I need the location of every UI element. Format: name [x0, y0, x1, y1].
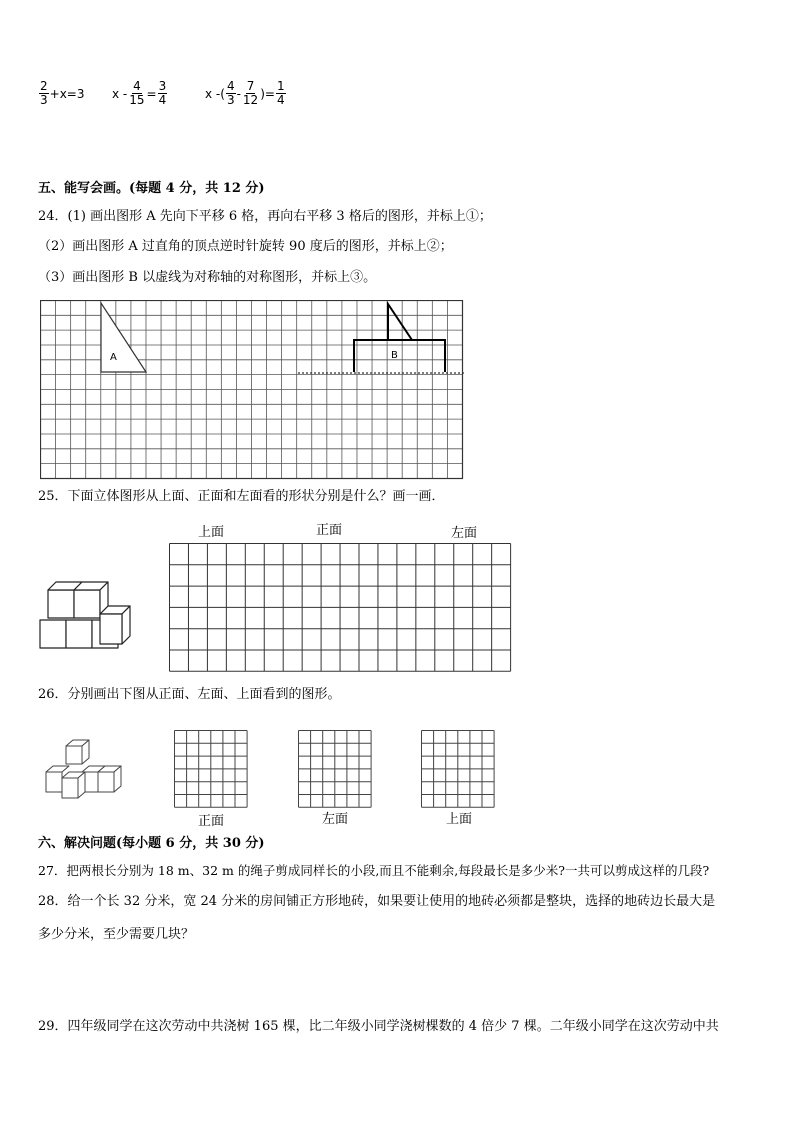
q25-cube-figure: [38, 578, 138, 652]
shape-b-flag: [388, 304, 412, 340]
grid-lines: [170, 544, 511, 672]
cube-face: [40, 620, 66, 648]
question-24-1: 24．(1) 画出图形 A 先向下平移 6 格，再向右平移 3 格后的图形，并标上①；: [38, 209, 492, 224]
q26-label-front: 正面: [198, 814, 225, 829]
question-27: 27．把两根长分别为 18 m、32 m 的绳子剪成同样长的小段,而且不能剩余,每段最长是多少米?一共可以剪成这样的几段?: [38, 863, 710, 878]
cube-face: [46, 772, 62, 792]
q26-label-top: 上面: [446, 812, 473, 827]
q26-grid-left[interactable]: [298, 730, 372, 808]
cube-face: [48, 590, 74, 618]
cube-face: [66, 620, 92, 648]
q25-label-front: 正面: [316, 523, 343, 538]
cube-face: [74, 590, 100, 618]
section-5-title: 五、能写会画。(每题 4 分，共 12 分): [38, 181, 265, 196]
question-24-2: （2）画出图形 A 过直角的顶点逆时针旋转 90 度后的图形，并标上②；: [38, 239, 453, 254]
cube-face: [66, 746, 82, 764]
question-25: 25．下面立体图形从上面、正面和左面看的形状分别是什么？画一画．: [38, 489, 445, 504]
grid-lines: [299, 731, 372, 808]
fraction: $\frac{4}{3}$: [226, 79, 235, 107]
fraction: $\frac{7}{12}$: [242, 79, 259, 107]
cube-face: [98, 772, 114, 792]
equation-2: x - $\frac{4}{15}$ = $\frac{3}{4}$: [112, 79, 167, 107]
q25-label-top: 上面: [198, 525, 225, 540]
equation-3: x -( $\frac{4}{3}$ - $\frac{7}{12}$ )= $\frac{1}{4}$: [205, 79, 285, 107]
cube-face: [62, 778, 78, 798]
section-6-title: 六、解决问题(每小题 6 分，共 30 分): [38, 836, 265, 851]
shape-a: [101, 303, 146, 372]
q26-label-left: 左面: [322, 812, 349, 827]
q24-grid[interactable]: [40, 300, 465, 480]
question-28-line-1: 28．给一个长 32 分米，宽 24 分米的房间铺正方形地砖，如果要让使用的地砖必须都是整块，选择的地砖边长最大是: [38, 894, 716, 909]
grid-lines: [422, 731, 495, 808]
equation-1: $\frac{2}{3}$ +x=3: [40, 79, 85, 107]
q26-grid-top[interactable]: [421, 730, 495, 808]
shape-b-label: B: [391, 350, 398, 361]
cube-top: [46, 766, 69, 772]
fraction: $\frac{4}{15}$: [129, 79, 145, 107]
question-29: 29．四年级同学在这次劳动中共浇树 165 棵，比二年级小同学浇树棵数的 4 倍少 7 棵。二年级小同学在这次劳动中共: [38, 1019, 719, 1034]
question-28-line-2: 多少分米，至少需要几块？: [38, 927, 195, 942]
q25-grid[interactable]: [169, 543, 512, 673]
fraction: $\frac{1}{4}$: [276, 79, 285, 107]
fraction: $\frac{3}{4}$: [158, 79, 167, 107]
q25-label-left: 左面: [451, 526, 478, 541]
q26-grid-front[interactable]: [174, 730, 248, 808]
question-26: 26．分别画出下图从正面、左面、上面看到的图形。: [38, 687, 341, 702]
grid-lines: [175, 731, 248, 808]
question-24-3: （3）画出图形 B 以虚线为对称轴的对称图形，并标上③。: [38, 270, 377, 285]
fraction: $\frac{2}{3}$: [40, 79, 48, 107]
q26-cube-figure: [42, 738, 124, 804]
cube-face: [100, 614, 122, 644]
shape-a-label: A: [110, 352, 117, 363]
